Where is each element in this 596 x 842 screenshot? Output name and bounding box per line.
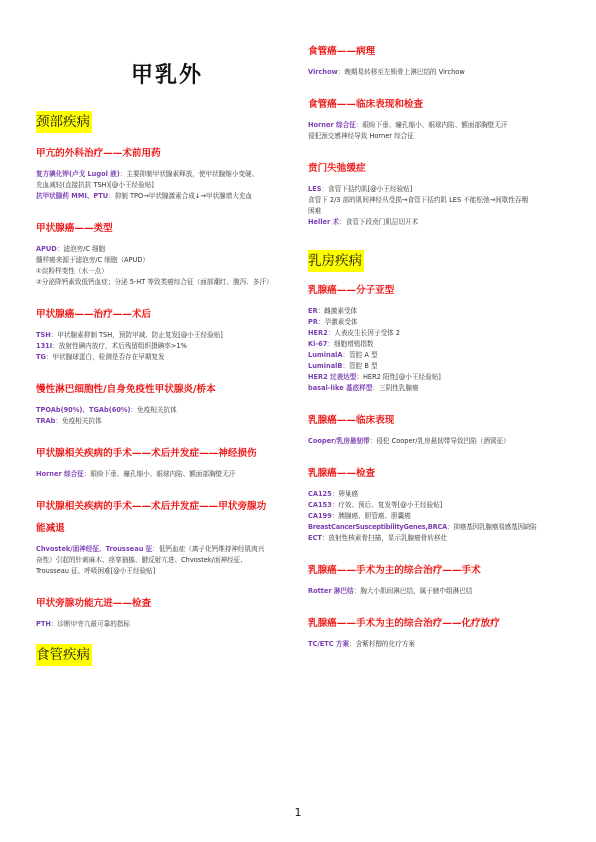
subsection-breast-molecular (308, 284, 570, 394)
list-item: ER：雌激素受体 (308, 307, 358, 315)
list-item: basal-like 基底样型：三阴性乳腺癌 (308, 384, 419, 392)
subsection-title: 乳腺癌——临床表现 (308, 415, 395, 426)
text-line: 抗甲状腺药 MMI、PTU：抑制 TPO→甲状腺激素合成↓→甲状腺增大充血 (36, 192, 253, 200)
subsection-title: 食管癌——临床表现和检查 (308, 99, 424, 110)
term-label: CA153 (308, 501, 332, 509)
text-line: Rotter 淋巴结：胸大小肌间淋巴结，属于腋中组淋巴结 (308, 587, 473, 595)
text-line: TC/ETC 方案：含紫杉醇的化疗方案 (308, 640, 416, 648)
subsection-hashimoto (36, 383, 298, 427)
term-label: 131I (36, 342, 53, 350)
text-line: 侵犯颈交感神经导致 Horner 综合征 (308, 132, 414, 140)
term-label: Heller 术 (308, 218, 340, 226)
term-label: BreastCancerSusceptibilityGenes,BRCA (308, 523, 448, 531)
text-line: 奋性）引起的针刺麻木、痉挛抽搐、腱反射亢进、Chvostek/面神经征、 (36, 556, 247, 564)
term-label: TG (36, 353, 46, 361)
subsection-title: 甲状腺癌——治疗——术后 (36, 309, 152, 320)
subsection-title: 慢性淋巴细胞性/自身免疫性甲状腺炎/桥本 (36, 384, 216, 395)
term-label: ECT (308, 534, 322, 542)
subsection-esophageal-clinical (308, 98, 570, 142)
text-line: TRAb：免疫相关抗体 (36, 417, 102, 425)
subsection-hyperthyroid-preop (36, 147, 298, 202)
list-item: CA199：胰腺癌、胆管癌、胆囊癌 (308, 512, 411, 520)
subsection-achalasia (308, 162, 570, 228)
section-heading-neck: 颈部疾病 (36, 111, 92, 133)
term-label: 抗甲状腺药 MMI、PTU (36, 192, 109, 200)
term-label: PR (308, 318, 318, 326)
text-line: 131I：放射性碘内放疗，术后残留组织摄碘率>1% (36, 342, 187, 350)
section-heading-esophagus: 食管疾病 (36, 644, 92, 666)
term-label: Cooper/乳房悬韧带 (308, 437, 370, 445)
text-line: Trousseau 征、呼吸困难[@小王经验贴] (36, 567, 156, 575)
term-label: PTH (36, 620, 51, 628)
term-label: Horner 综合征 (36, 470, 84, 478)
term-label: Ki-67 (308, 340, 328, 348)
subsection-breast-chemo (308, 617, 570, 650)
text-line: TPOAb(90%)、TGAb(60%)：免疫相关抗体 (36, 406, 177, 414)
list-item: LuminalA：管腔 A 型 (308, 351, 378, 359)
term-label: APUD (36, 245, 57, 253)
list-item: HER2：人表皮生长因子受体 2 (308, 329, 400, 337)
text-line: 复方碘化钾(卢戈 Lugol 液)：主要抑制甲状腺素释放，使甲状腺缩小变硬、 (36, 170, 259, 178)
text-line: 充血减轻(直接抗抗 TSH)[@小王经验贴] (36, 181, 154, 189)
subsection-title: 甲亢的外科治疗——术前用药 (36, 148, 161, 159)
subsection-title: 乳腺癌——分子亚型 (308, 285, 395, 296)
list-item: Ki-67：细胞增殖指数 (308, 340, 374, 348)
document-title: 甲乳外 (130, 63, 203, 88)
text-line: 髓样癌来源于滤泡旁/C 细胞（APUD） (36, 256, 150, 264)
text-line: PTH：诊断甲旁亢最可靠的指标 (36, 620, 130, 628)
term-label: Virchow (308, 68, 338, 76)
term-label: HER2 (308, 329, 328, 337)
text-line: Virchow：晚期易转移至左锁骨上淋巴结的 Virchow (308, 68, 465, 76)
subsection-title: 贲门失弛缓症 (308, 163, 366, 174)
term-label: TPOAb(90%)、TGAb(60%) (36, 406, 131, 414)
list-item: CA125：卵巢癌 (308, 490, 359, 498)
text-line: Heller 术：食管下段贲门肌层切开术 (308, 218, 419, 226)
subsection-thyroid-cancer-postop (36, 308, 298, 363)
term-label: LES (308, 185, 322, 193)
subsection-title-line2: 能减退 (36, 523, 65, 534)
list-item: CA153：疗效、预后、复发等[@小王经验贴] (308, 501, 443, 509)
subsection-thyroid-cancer-types (36, 222, 298, 288)
text-line: 困难 (308, 207, 322, 215)
subsection-title: 乳腺癌——手术为主的综合治疗——手术 (308, 565, 481, 576)
text-line: LES：食管下括约肌[@小王经验贴] (308, 185, 413, 193)
text-line: APUD：滤泡旁/C 细胞 (36, 245, 106, 253)
text-line: Chvostek/面神经征、Trousseau 征：低钙血症（离子化钙维持神经肌肉兴 (36, 545, 265, 553)
subsection-breast-clinical (308, 414, 570, 447)
list-item: BreastCancerSusceptibilityGenes,BRCA：抑癌基因乳腺癌易感基因缺陷 (308, 523, 537, 531)
term-label: TSH (36, 331, 51, 339)
text-line: Horner 综合征：眼睑下垂、瞳孔缩小、眼球内陷、额面部胸壁无汗 (36, 470, 236, 478)
left-column (36, 0, 298, 666)
subsection-nerve-injury (36, 447, 298, 480)
term-label: LuminalB (308, 362, 343, 370)
subsection-title: 乳腺癌——手术为主的综合治疗——化疗放疗 (308, 618, 500, 629)
subsection-title-line1: 甲状腺相关疾病的手术——术后并发症——甲状旁腺功 (36, 501, 267, 512)
subsection-title: 食管癌——病理 (308, 46, 376, 57)
term-label: TC/ETC 方案 (308, 640, 350, 648)
term-label: basal-like 基底样型 (308, 384, 373, 392)
text-line: ①淀粉样变性（水一点） (36, 267, 108, 275)
subsection-hyperparathyroidism (36, 597, 298, 630)
term-label: ER (308, 307, 318, 315)
subsection-title: 甲状腺癌——类型 (36, 223, 113, 234)
text-line: Cooper/乳房悬韧带：侵犯 Cooper/乳房悬韧带导致凹陷（酒窝征） (308, 437, 510, 445)
subsection-breast-surgery (308, 564, 570, 597)
subsection-title: 甲状腺相关疾病的手术——术后并发症——神经损伤 (36, 448, 257, 459)
term-label: HER2 过表达型 (308, 373, 357, 381)
term-label: TRAb (36, 417, 56, 425)
text-line: Horner 综合征：眼睑下垂、瞳孔缩小、眼球内陷、额面部胸壁无汗 (308, 121, 508, 129)
text-line: ②分泌降钙素致低钙血症；分泌 5-HT 等致类癌综合征（面部潮红、腹泻、多汗） (36, 278, 273, 286)
subsection-hypoparathyroidism (36, 500, 298, 577)
subsection-title: 乳腺癌——检查 (308, 468, 376, 479)
term-label: Chvostek/面神经征、Trousseau 征 (36, 545, 153, 553)
subsection-esophageal-pathology (308, 45, 570, 78)
text-line: TSH：甲状腺素抑制 TSH，预防甲减、防止复发[@小王经验贴] (36, 331, 223, 339)
section-heading-breast: 乳房疾病 (308, 250, 364, 272)
subsection-title: 甲状旁腺功能亢进——检查 (36, 598, 152, 609)
list-item: HER2 过表达型：HER2 阳性[@小王经验贴] (308, 373, 441, 381)
right-column (308, 0, 570, 650)
page-number: 1 (294, 806, 302, 819)
subsection-breast-exam (308, 467, 570, 544)
list-item: PR：孕激素受体 (308, 318, 358, 326)
term-label: 复方碘化钾(卢戈 Lugol 液) (36, 170, 120, 178)
term-label: LuminalA (308, 351, 343, 359)
term-label: CA199 (308, 512, 332, 520)
term-label: Rotter 淋巴结 (308, 587, 354, 595)
term-label: CA125 (308, 490, 332, 498)
list-item: ECT：放射性核素骨扫描，显示乳腺癌骨转移灶 (308, 534, 448, 542)
term-label: Horner 综合征 (308, 121, 356, 129)
text-line: TG：甲状腺球蛋白，检测是否存在早期复发 (36, 353, 165, 361)
list-item: LuminalB：管腔 B 型 (308, 362, 378, 370)
text-line: 食管下 2/3 部的肌间神经丛受损→食管下括约肌 LES 不能松弛→间歇性吞咽 (308, 196, 529, 204)
